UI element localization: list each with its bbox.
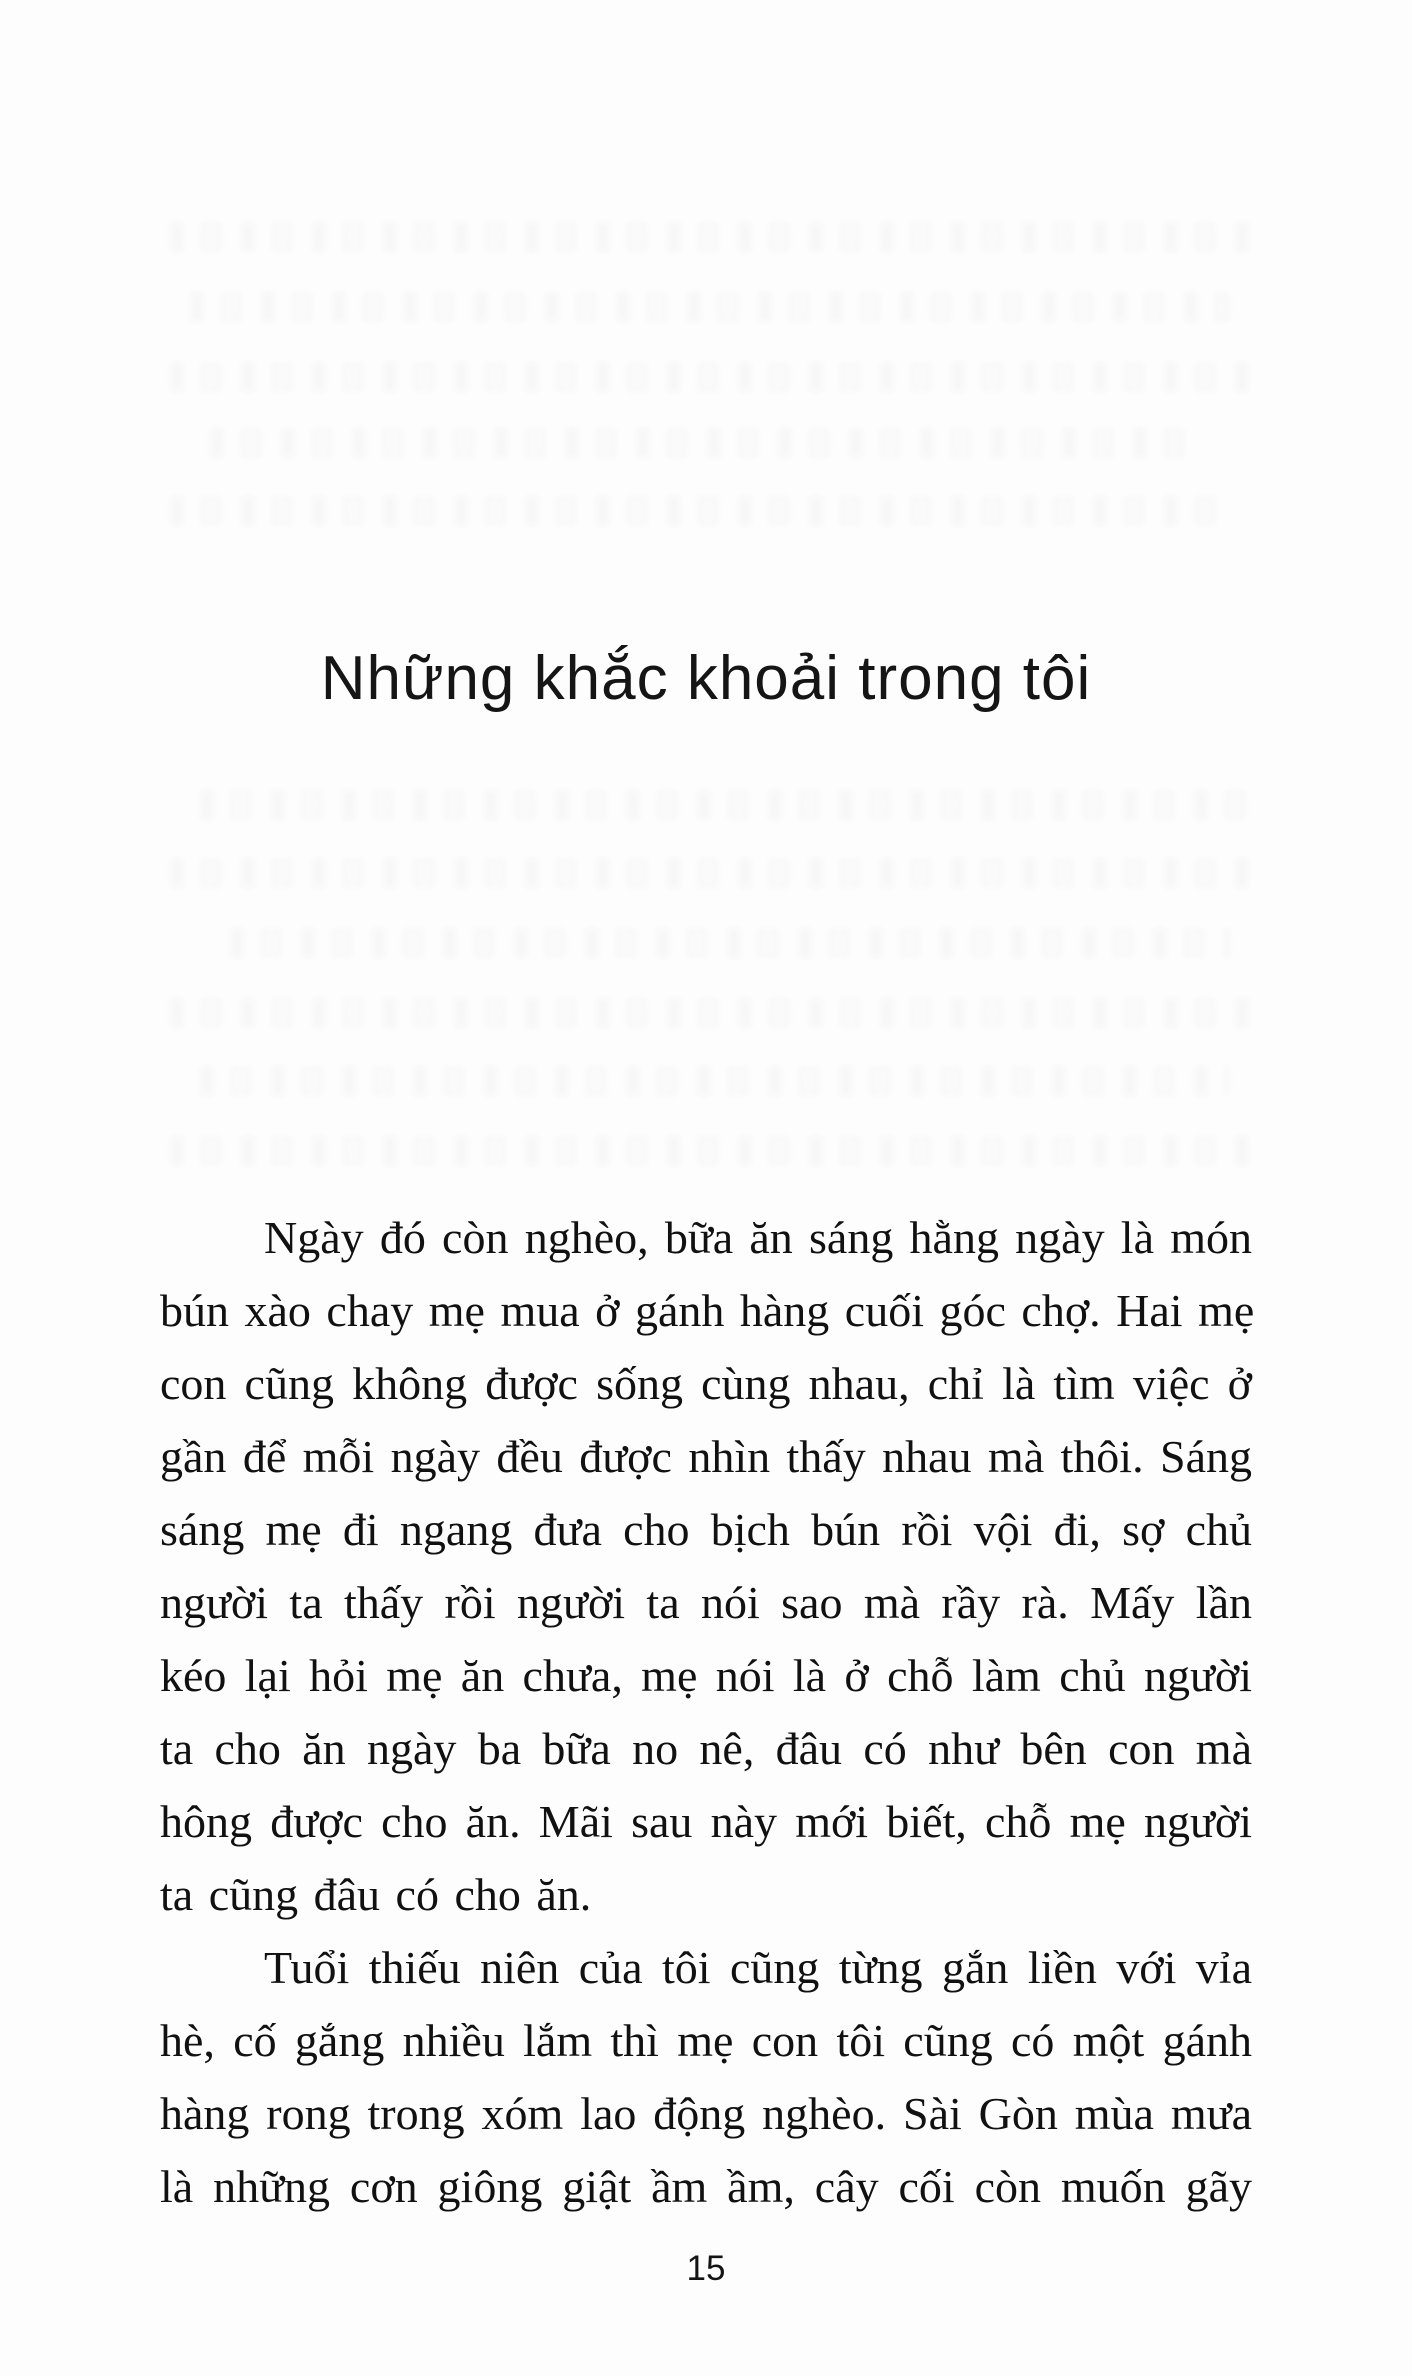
bleed-through-line [170, 998, 1250, 1028]
bleed-through-line [210, 428, 1190, 458]
body-line: sáng mẹ đi ngang đưa cho bịch bún rồi vội đi, sợ chủ [160, 1504, 1252, 1555]
bleed-through-line [230, 928, 1230, 958]
bleed-through-line [170, 858, 1260, 888]
body-text [160, 1201, 1255, 2223]
bleed-through-line [200, 790, 1250, 820]
body-line: người ta thấy rồi người ta nói sao mà rầy rà. Mấy lần [160, 1577, 1252, 1628]
bleed-through-line [170, 362, 1260, 392]
body-line: Ngày đó còn nghèo, bữa ăn sáng hằng ngày là món [264, 1212, 1252, 1263]
bleed-through-line [200, 1066, 1230, 1096]
body-line: con cũng không được sống cùng nhau, chỉ là tìm việc ở [160, 1358, 1252, 1409]
body-line: hông được cho ăn. Mãi sau này mới biết, chỗ mẹ người [160, 1796, 1252, 1847]
chapter-title: Những khắc khoải trong tôi [320, 644, 1092, 713]
bleed-through-line [170, 1136, 1255, 1166]
body-line: ta cho ăn ngày ba bữa no nê, đâu có như bên con mà [160, 1723, 1252, 1774]
body-line: ta cũng đâu có cho ăn. [160, 1869, 592, 1920]
body-line: là những cơn giông giật ầm ầm, cây cối còn muốn gãy [160, 2161, 1252, 2212]
body-line: kéo lại hỏi mẹ ăn chưa, mẹ nói là ở chỗ làm chủ người [160, 1650, 1252, 1701]
body-line: hè, cố gắng nhiều lắm thì mẹ con tôi cũng có một gánh [160, 2015, 1252, 2066]
bleed-through-line [170, 222, 1250, 252]
page-number: 15 [686, 2249, 726, 2288]
body-line: hàng rong trong xóm lao động nghèo. Sài Gòn mùa mưa [160, 2088, 1252, 2139]
body-line: gần để mỗi ngày đều được nhìn thấy nhau mà thôi. Sáng [160, 1431, 1252, 1482]
bleed-through-line [190, 292, 1230, 322]
bleed-through-line [170, 496, 1230, 526]
body-line: bún xào chay mẹ mua ở gánh hàng cuối góc chợ. Hai mẹ [160, 1285, 1255, 1336]
body-line: Tuổi thiếu niên của tôi cũng từng gắn liền với vỉa [264, 1942, 1252, 1993]
